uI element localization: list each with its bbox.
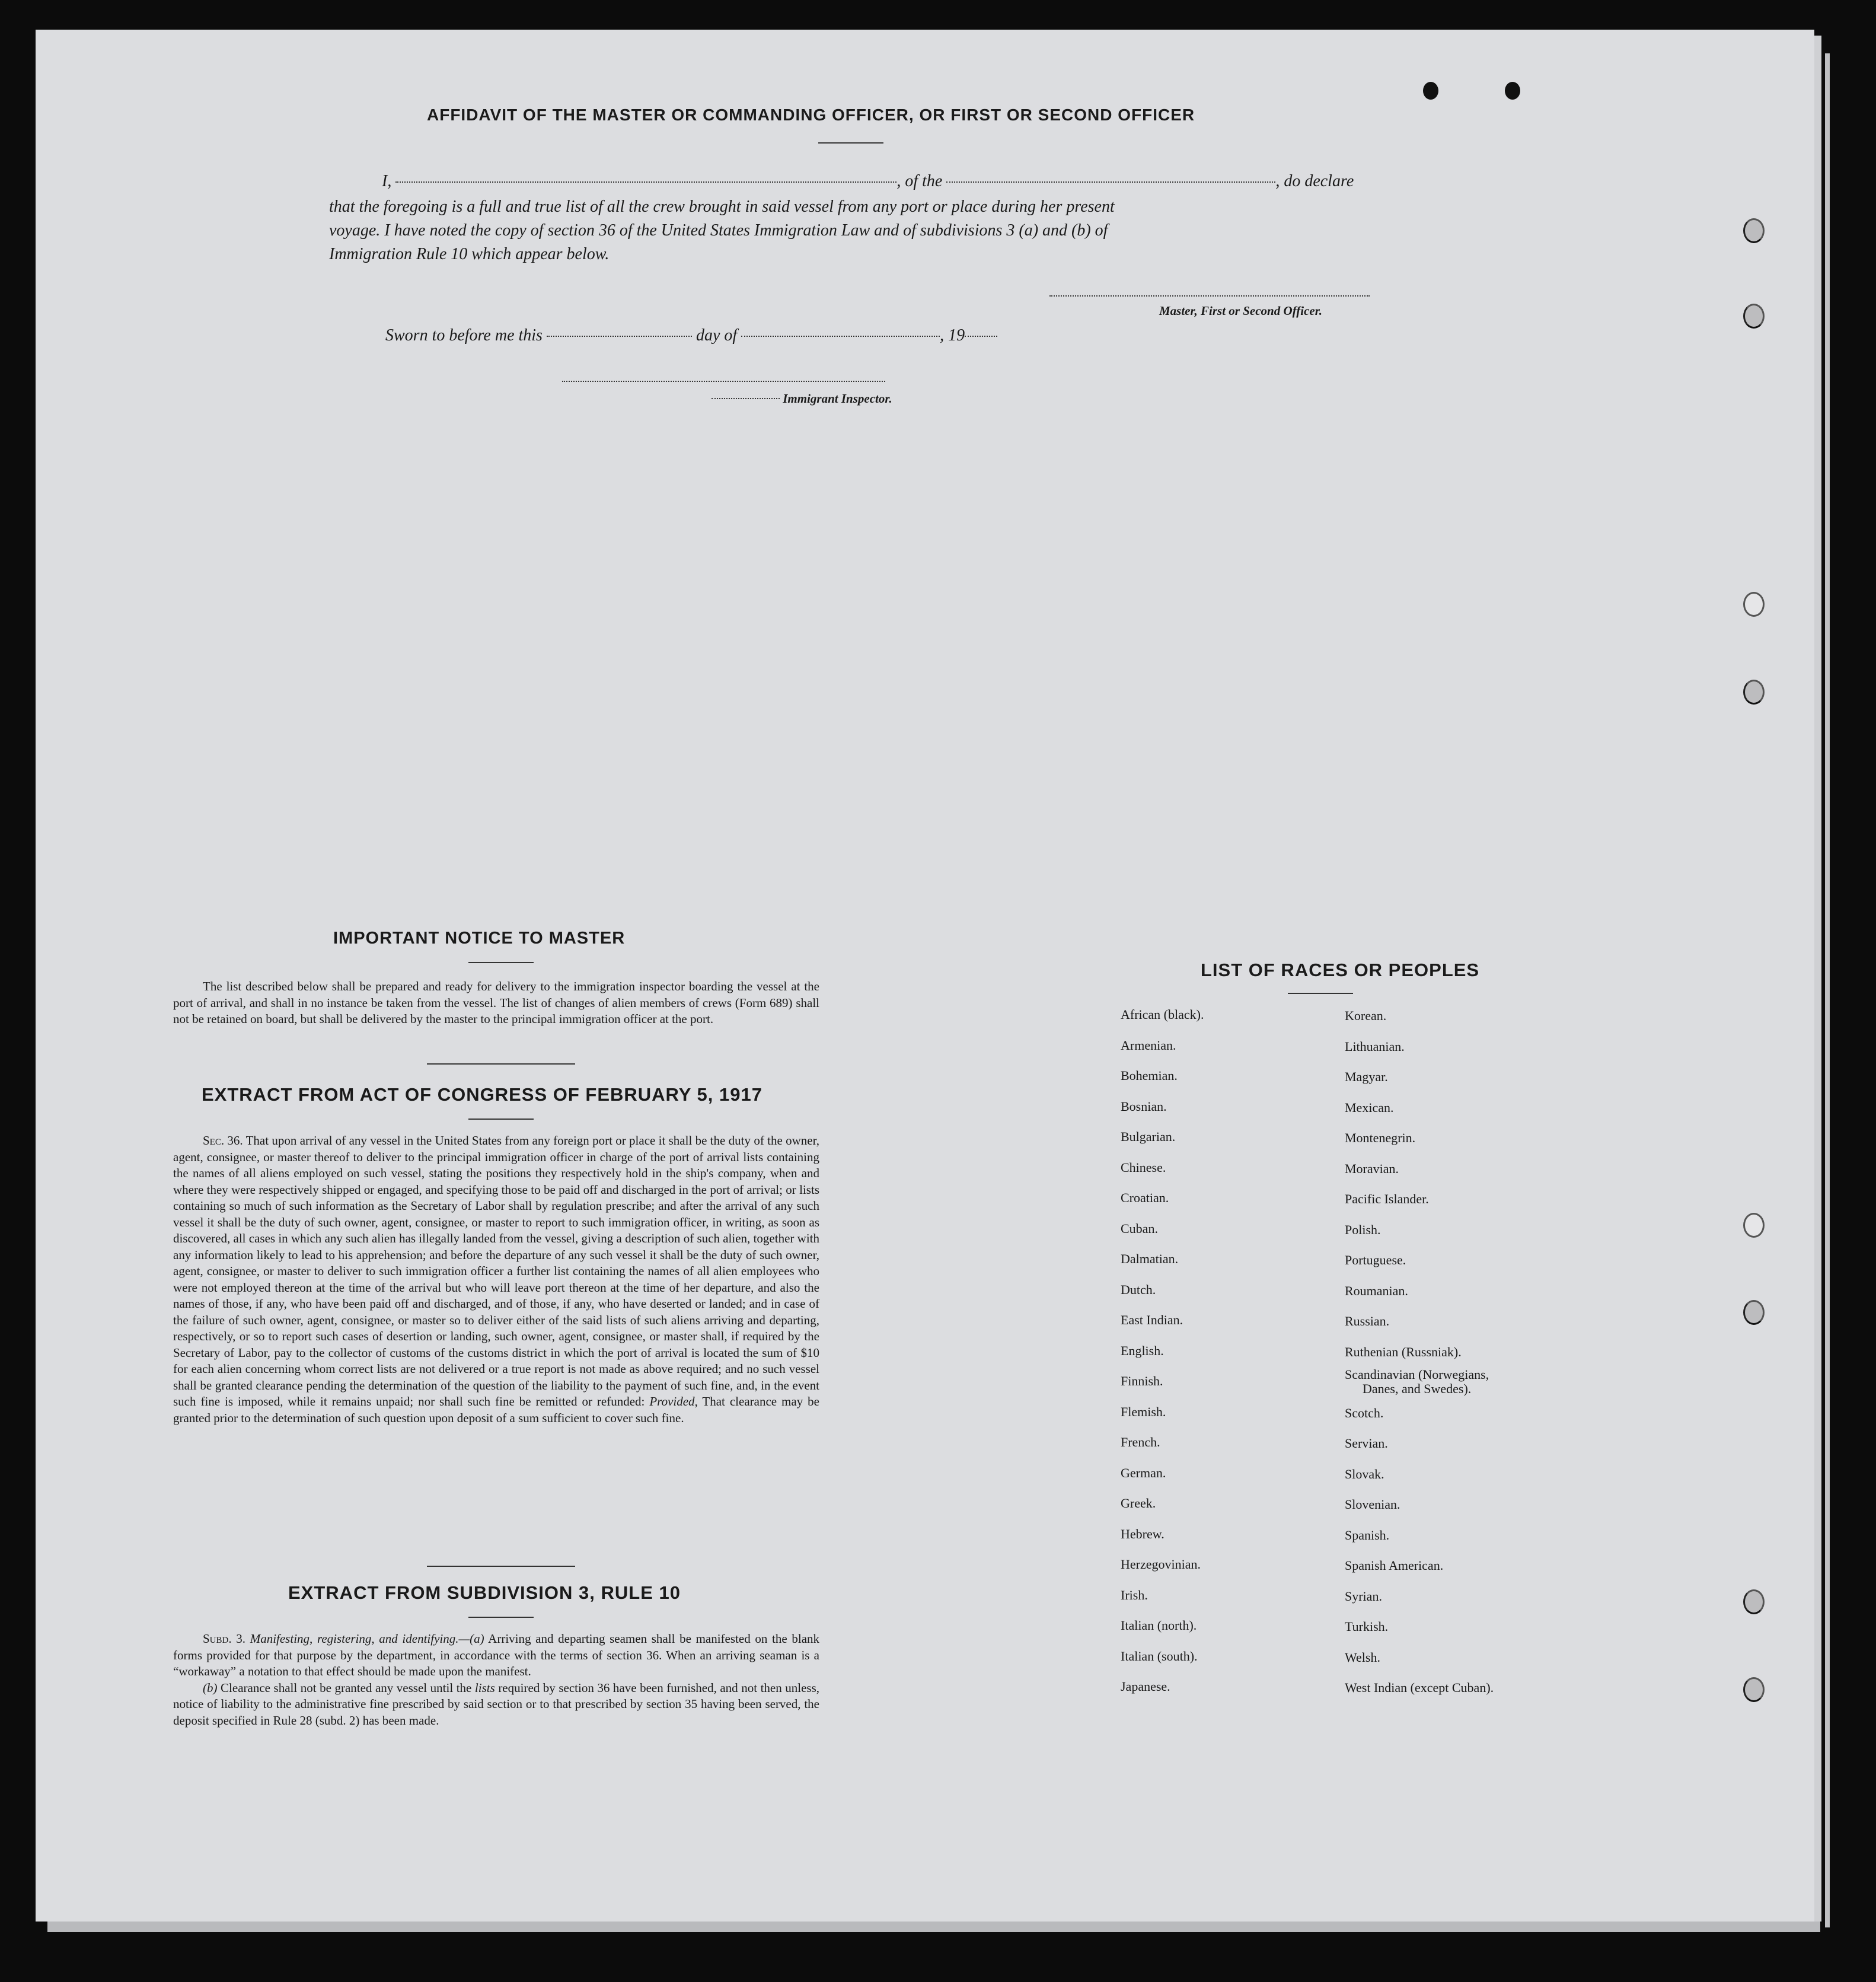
- ring-hole: [1743, 1677, 1765, 1702]
- ring-hole: [1743, 1213, 1765, 1238]
- rule-paragraph-b: [173, 1680, 819, 1729]
- race-item: Flemish.: [1121, 1404, 1166, 1419]
- race-item: Bohemian.: [1121, 1068, 1178, 1083]
- race-item-line: Scandinavian (Norwegians,: [1345, 1367, 1489, 1382]
- race-item: Mexican.: [1345, 1100, 1394, 1115]
- para-b-text-2: required by section 36 have been furnished, and not then unless, notice of liability to the administrative fine prescribed by said section or to that prescribed by section 35 having been served, the deposit specified in Rule 28 (subd. 2) has been made.: [173, 1680, 820, 1728]
- sworn-day-of: day of: [695, 326, 738, 345]
- race-item: Scotch.: [1345, 1406, 1384, 1420]
- inspector-label: Immigrant Inspector.: [783, 391, 892, 406]
- para-b-text-1: Clearance shall not be granted any vessel until the: [221, 1680, 472, 1695]
- declare-text: , do declare: [1275, 172, 1354, 190]
- race-item: West Indian (except Cuban).: [1345, 1680, 1494, 1695]
- race-item: Servian.: [1345, 1436, 1388, 1451]
- sworn-month-field[interactable]: [741, 336, 940, 337]
- race-item: Welsh.: [1345, 1650, 1380, 1665]
- ring-hole: [1743, 592, 1765, 617]
- officer-signature-label: Master, First or Second Officer.: [1159, 304, 1322, 318]
- subd-heading: Manifesting, registering, and identifying.: [250, 1632, 459, 1646]
- section-label: Sec. 36.: [203, 1133, 243, 1148]
- race-item: Herzegovinian.: [1121, 1557, 1201, 1572]
- section-rule: [427, 1566, 575, 1567]
- page-edge: [1814, 36, 1821, 1922]
- race-item: Slovak.: [1345, 1467, 1384, 1481]
- title-rule: [468, 1617, 534, 1618]
- race-item: African (black).: [1121, 1007, 1204, 1022]
- affidavit-title: AFFIDAVIT OF THE MASTER OR COMMANDING OFFICER, OR FIRST OR SECOND OFFICER: [427, 106, 1195, 124]
- race-item: Italian (north).: [1121, 1618, 1197, 1633]
- inspector-dots: [712, 398, 780, 399]
- page-edge: [47, 1922, 1820, 1932]
- race-item: Spanish American.: [1345, 1558, 1444, 1573]
- punch-hole: [1423, 82, 1438, 100]
- act-body-end: That clearance may be granted prior to the determination of such question upon deposit of a sum sufficient to cover such fine.: [173, 1394, 819, 1425]
- provided-word: Provided,: [649, 1394, 698, 1409]
- race-item: [1345, 1368, 1489, 1396]
- race-item: Roumanian.: [1345, 1283, 1408, 1298]
- ring-hole: [1743, 304, 1765, 329]
- para-a-lead: —(a): [458, 1632, 484, 1646]
- sworn-day-field[interactable]: [547, 336, 692, 337]
- para-b-lead: (b): [203, 1680, 218, 1695]
- title-rule: [468, 962, 534, 963]
- races-title: LIST OF RACES OR PEOPLES: [1201, 960, 1480, 980]
- page-edge: [1825, 53, 1830, 1927]
- race-item-line: Danes, and Swedes).: [1363, 1381, 1472, 1396]
- race-item: East Indian.: [1121, 1312, 1183, 1327]
- rule-text: [173, 1631, 819, 1729]
- race-item: English.: [1121, 1343, 1164, 1358]
- rule-paragraph-a: [173, 1631, 819, 1680]
- race-item: Dalmatian.: [1121, 1251, 1179, 1266]
- race-item: Moravian.: [1345, 1161, 1399, 1176]
- race-item: Pacific Islander.: [1345, 1191, 1429, 1206]
- ring-hole: [1743, 1589, 1765, 1614]
- act-title: EXTRACT FROM ACT OF CONGRESS OF FEBRUARY 5, 1917: [202, 1084, 762, 1105]
- title-rule: [468, 1119, 534, 1120]
- race-item: Cuban.: [1121, 1221, 1158, 1236]
- declaration-line-4: Immigration Rule 10 which appear below.: [329, 245, 610, 263]
- of-the-text: , of the: [896, 172, 943, 190]
- race-item: Dutch.: [1121, 1282, 1156, 1297]
- declaration-line-3: voyage. I have noted the copy of section 36 of the United States Immigration Law and of subdivisions 3 (a) and (b) of: [329, 221, 1108, 240]
- vessel-name-field[interactable]: [946, 181, 1275, 183]
- declaration-line-1: [382, 172, 1354, 191]
- race-item: Bosnian.: [1121, 1099, 1167, 1114]
- notice-paragraph: The list described below shall be prepared and ready for delivery to the immigration inspector boarding the vessel at the port of arrival, and shall in no instance be taken from the vessel. The list of changes of alien members of crews (Form 689) shall not be retained on board, but shall be delivered by the master to the principal immigration officer at the port.: [173, 979, 819, 1026]
- officer-signature-field[interactable]: [1049, 295, 1370, 297]
- ring-hole: [1743, 218, 1765, 243]
- race-item: Lithuanian.: [1345, 1039, 1405, 1054]
- race-item: Russian.: [1345, 1314, 1390, 1328]
- title-rule: [1288, 993, 1353, 994]
- race-item: Italian (south).: [1121, 1649, 1198, 1664]
- declaration-line-2: that the foregoing is a full and true list of all the crew brought in said vessel from any port or place during her present: [329, 197, 1115, 216]
- race-item: Korean.: [1345, 1008, 1387, 1023]
- act-text: [173, 1133, 819, 1426]
- race-item: Turkish.: [1345, 1619, 1389, 1634]
- race-item: Slovenian.: [1345, 1497, 1400, 1512]
- ring-hole: [1743, 680, 1765, 705]
- race-item: Magyar.: [1345, 1069, 1388, 1084]
- race-item: Greek.: [1121, 1496, 1156, 1511]
- sworn-prefix: Sworn to before me this: [385, 326, 543, 345]
- ring-hole: [1743, 1300, 1765, 1325]
- race-item: Irish.: [1121, 1588, 1148, 1602]
- declarant-prefix: I,: [382, 172, 392, 190]
- sworn-year-prefix: , 19: [940, 326, 965, 345]
- race-item: Finnish.: [1121, 1374, 1163, 1388]
- subd-label: Subd. 3.: [203, 1632, 246, 1646]
- race-item: Armenian.: [1121, 1038, 1176, 1053]
- race-item: Bulgarian.: [1121, 1129, 1176, 1144]
- race-item: Hebrew.: [1121, 1527, 1164, 1541]
- punch-hole: [1505, 82, 1520, 100]
- race-item: Portuguese.: [1345, 1253, 1406, 1267]
- title-rule: [818, 142, 883, 144]
- race-item: German.: [1121, 1465, 1166, 1480]
- sworn-year-field[interactable]: [965, 336, 997, 337]
- race-item: Montenegrin.: [1345, 1130, 1416, 1145]
- rule-title: EXTRACT FROM SUBDIVISION 3, RULE 10: [288, 1582, 681, 1603]
- notice-text: [173, 979, 819, 1028]
- race-item: Chinese.: [1121, 1160, 1166, 1175]
- sworn-line: [385, 326, 997, 345]
- inspector-line: [712, 391, 892, 406]
- race-item: Croatian.: [1121, 1190, 1169, 1205]
- notice-title: IMPORTANT NOTICE TO MASTER: [333, 929, 626, 948]
- race-item: Syrian.: [1345, 1589, 1382, 1604]
- race-item: Polish.: [1345, 1222, 1381, 1237]
- act-paragraph: [173, 1133, 819, 1426]
- race-item: Ruthenian (Russniak).: [1345, 1344, 1462, 1359]
- para-a-text: Arriving and departing seamen shall be manifested on the blank forms provided for that purpose by the department, in accordance with the terms of section 36. When an arriving seaman is a “workaway” a notation to that effect should be made upon the manifest.: [173, 1632, 820, 1678]
- race-item: Spanish.: [1345, 1528, 1390, 1543]
- inspector-signature-field[interactable]: [562, 381, 885, 382]
- act-body: That upon arrival of any vessel in the United States from any foreign port or place it shall be the duty of the owner, agent, consignee, or master thereof to deliver to the principal immigration officer in charge of the port of arrival lists containing the names of all aliens employed on such vessel, stating the positions they respectively hold in the ship's company, when and where they were respectively shipped or engaged, and specifying those to be paid off and discharged in the port of arrival; or lists containing so much of such information as the Secretary of Labor shall by regulation prescribe; and after the arrival of any such vessel it shall be the duty of such owner, agent, consignee, or master to report to such immigration officer, in writing, as soon as discovered, all cases in which any such alien has illegally landed from the vessel, giving a description of such alien, together with any information likely to lead to his apprehension; and before the departure of any such vessel it shall be the duty of such owner, agent, consignee, or master to deliver to such immigration officer a further list containing the names of all alien employees who were not employed thereon at the time of the arrival but who will leave port thereon at the time of her departure, and also the names of those, if any, who have been paid off and discharged, and of those, if any, who have deserted or landed; and in case of the failure of such owner, agent, consignee, or master so to deliver either of the said lists of such aliens arriving and departing, respectively, or so to report such cases of desertion or landing, such owner, agent, consignee, or master shall, if required by the Secretary of Labor, pay to the collector of customs of the customs district in which the port of arrival is located the sum of $10 for each alien concerning whom correct lists are not delivered or a true report is not made as above required; and no such vessel shall be granted clearance pending the determination of the question of the liability to the payment of such fine, and, in the event such fine is imposed, while it remains unpaid; nor shall such fine be remitted or refunded:: [173, 1133, 819, 1409]
- race-item: Japanese.: [1121, 1679, 1170, 1694]
- section-rule: [427, 1063, 575, 1065]
- para-b-lists: lists: [474, 1680, 495, 1695]
- declarant-name-field[interactable]: [395, 181, 896, 183]
- race-item: French.: [1121, 1435, 1160, 1449]
